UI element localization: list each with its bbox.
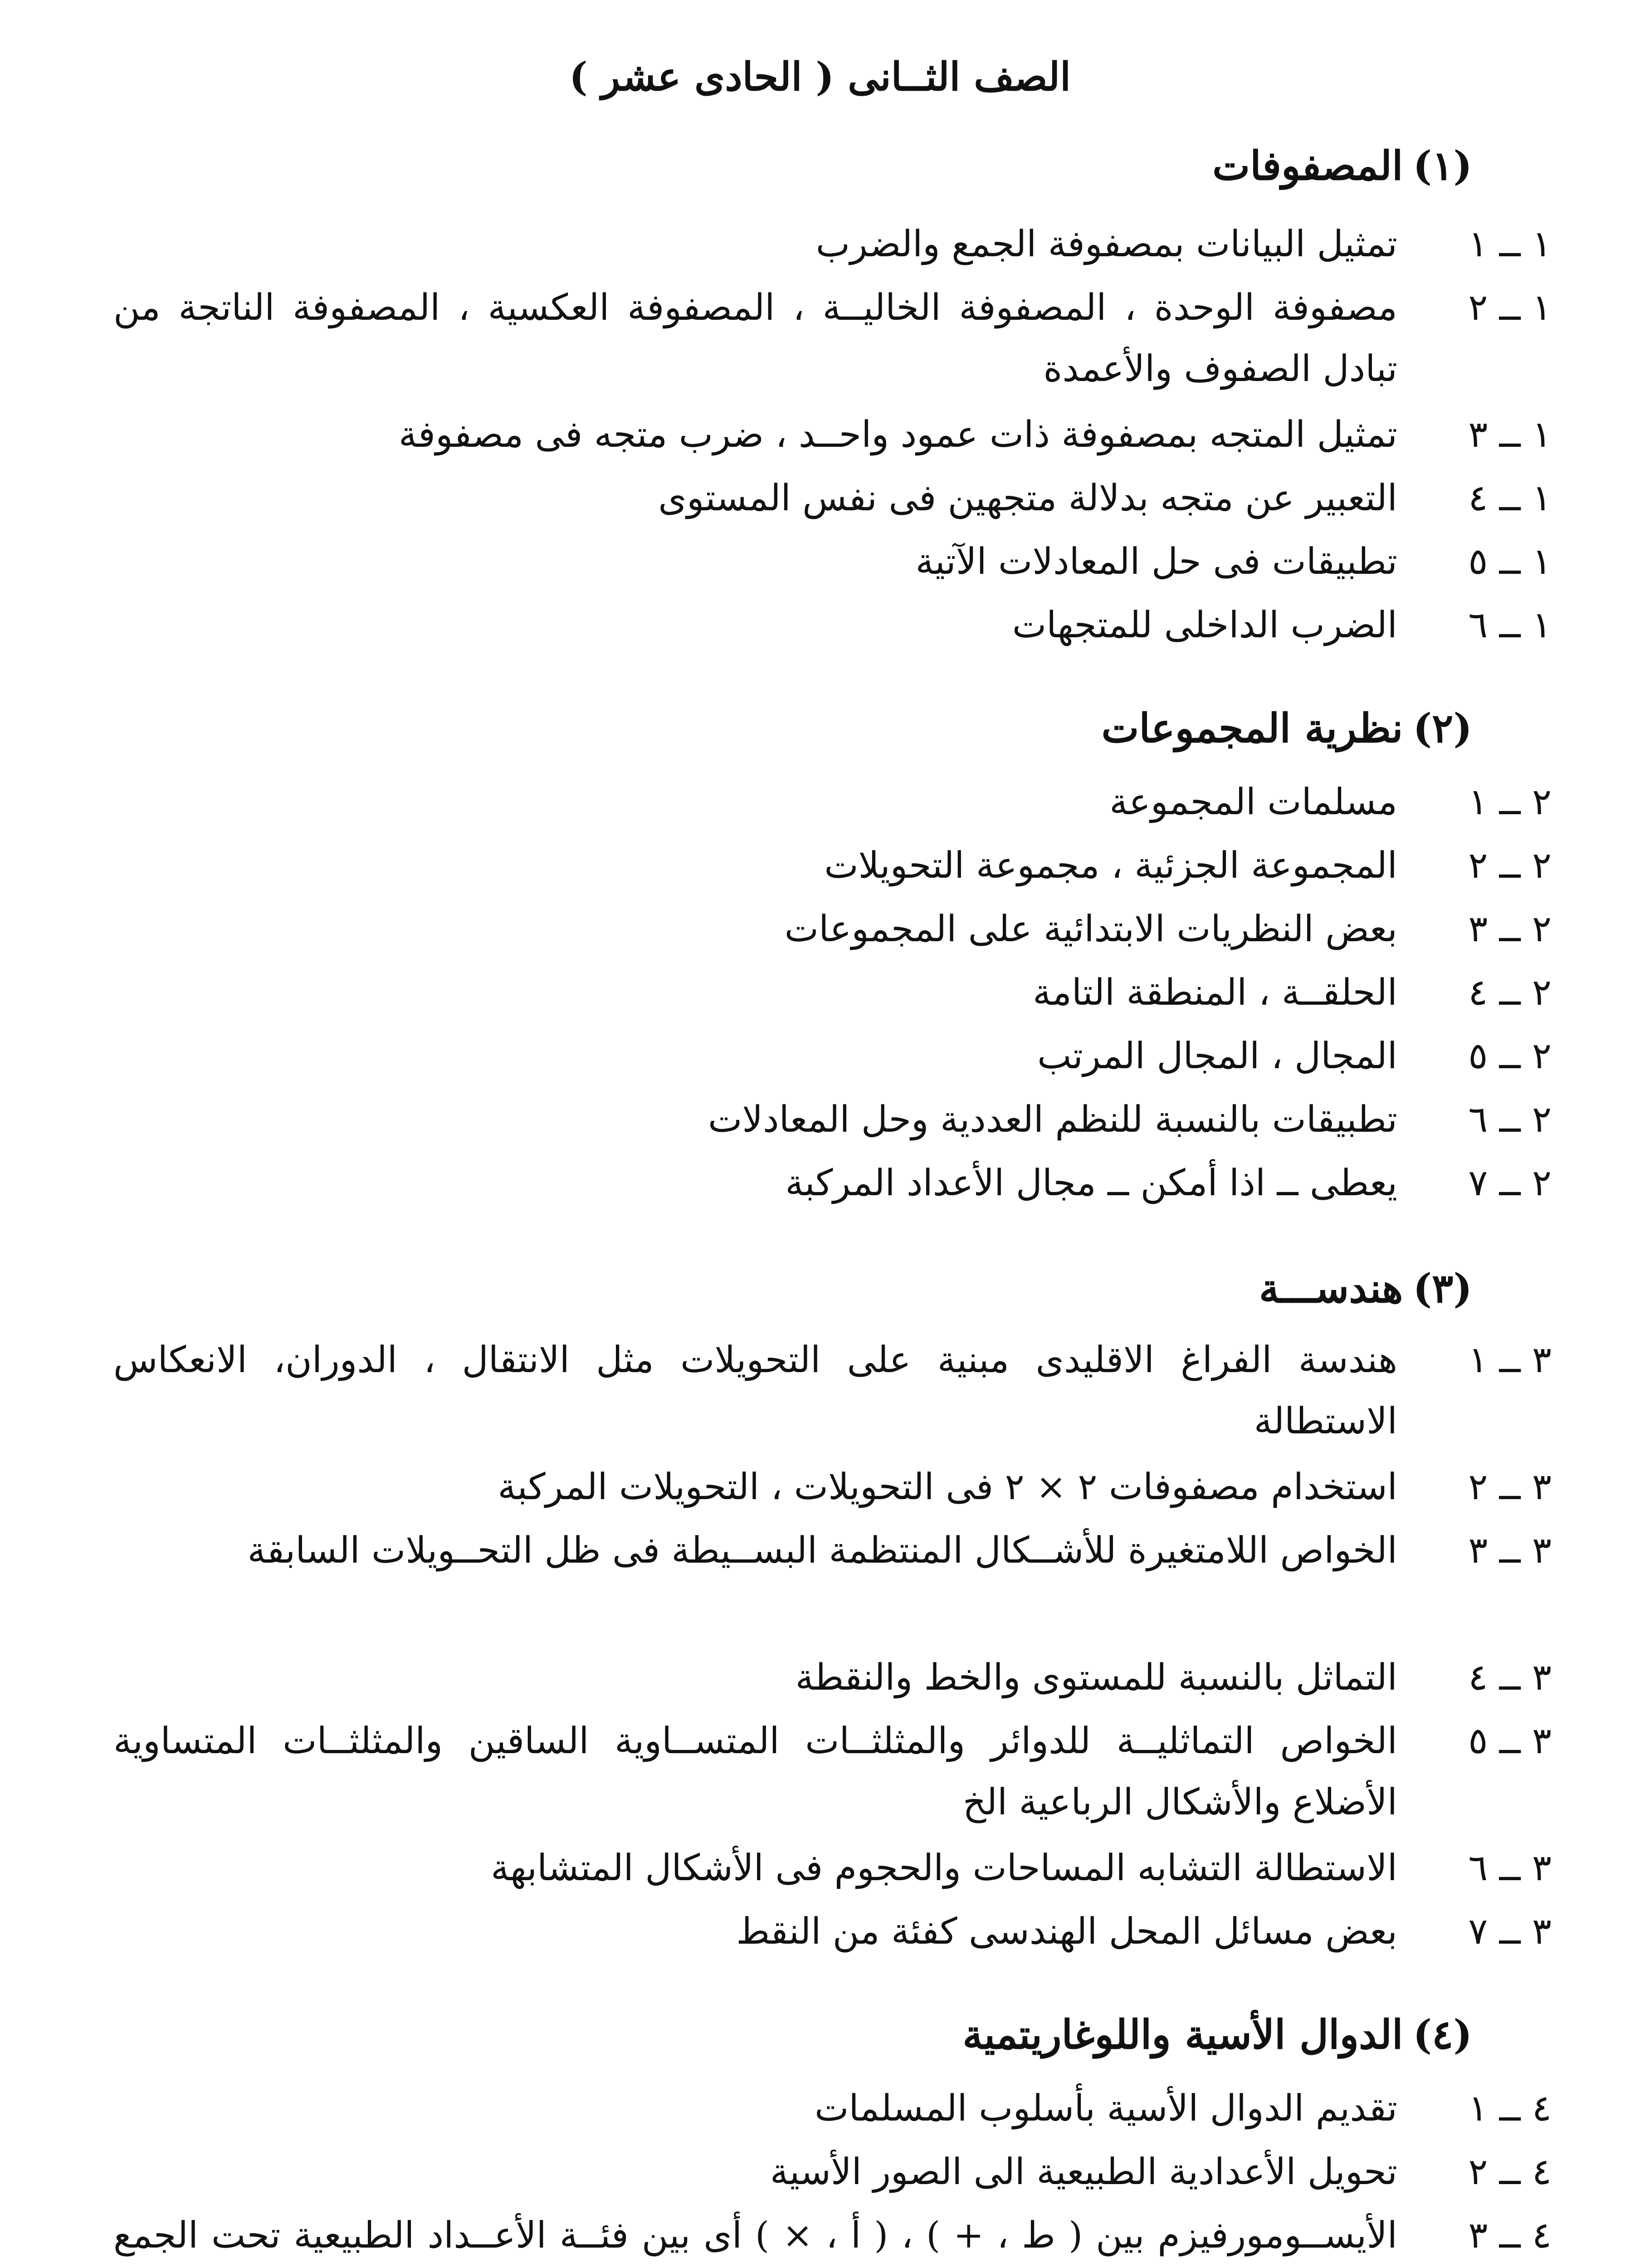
item-number: ٤ ــ ٢ bbox=[1468, 2151, 1552, 2193]
list-item bbox=[113, 2204, 1552, 2268]
page-title: الصف الثــانى ( الحادى عشر ) bbox=[569, 54, 1071, 100]
item-text: الضرب الداخلى للمتجهات bbox=[1012, 604, 1397, 646]
list-item bbox=[113, 1025, 1552, 1086]
item-text: تمثيل البيانات بمصفوفة الجمع والضرب bbox=[815, 223, 1397, 265]
list-item bbox=[113, 1152, 1552, 1213]
section-heading-exponential-functions bbox=[962, 2005, 1472, 2064]
item-number: ٣ ــ ٥ bbox=[1468, 1720, 1552, 1762]
list-item bbox=[113, 898, 1552, 959]
item-number: ١ ــ ١ bbox=[1468, 223, 1552, 265]
item-number: ٢ ــ ٦ bbox=[1468, 1098, 1552, 1140]
list-item bbox=[113, 213, 1552, 274]
item-number: ٢ ــ ٣ bbox=[1468, 908, 1552, 950]
list-item bbox=[113, 1089, 1552, 1150]
list-item bbox=[113, 1901, 1552, 1962]
list-item bbox=[113, 404, 1552, 465]
list-item bbox=[113, 1456, 1552, 1517]
item-text: الخواص اللامتغيرة للأشــكال المنتظمة البســيطة فى ظل التحــويلات السابقة bbox=[247, 1529, 1397, 1571]
item-text: الاستطالة التشابه المساحات والحجوم فى الأشكال المتشابهة bbox=[491, 1847, 1397, 1889]
section-title: نظرية المجموعات bbox=[1101, 704, 1403, 752]
item-number: ٣ ــ ١ bbox=[1468, 1339, 1552, 1381]
list-item bbox=[113, 1837, 1552, 1898]
item-number: ٤ ــ ١ bbox=[1468, 2087, 1552, 2129]
list-item bbox=[113, 771, 1552, 832]
section-number: (٣) bbox=[1413, 1265, 1472, 1312]
section-number: (٢) bbox=[1413, 704, 1472, 752]
list-item bbox=[113, 594, 1552, 655]
section-heading-matrices bbox=[1212, 136, 1472, 195]
list-item bbox=[113, 2077, 1552, 2139]
list-item bbox=[113, 1647, 1552, 1708]
section-heading-geometry bbox=[1259, 1259, 1472, 1318]
section-heading-group-theory bbox=[1101, 699, 1472, 758]
item-text: المجال ، المجال المرتب bbox=[1037, 1035, 1397, 1077]
item-number: ٣ ــ ٢ bbox=[1468, 1466, 1552, 1508]
list-item bbox=[113, 531, 1552, 592]
item-text: بعض مسائل المحل الهندسى كفئة من النقط bbox=[736, 1910, 1397, 1952]
list-item bbox=[113, 1520, 1552, 1581]
item-number: ٢ ــ ١ bbox=[1468, 781, 1552, 823]
list-item bbox=[113, 1329, 1552, 1452]
item-number: ١ ــ ٢ bbox=[1468, 286, 1552, 328]
section-title: هندســـة bbox=[1259, 1265, 1403, 1312]
item-text: تحويل الأعدادية الطبيعية الى الصور الأسية bbox=[770, 2151, 1397, 2193]
item-text: الخواص التماثليــة للدوائر والمثلثــات المتســاوية الساقين والمثلثــات المتساوية الأضلاع والأشكال الرباعية الخ bbox=[113, 1720, 1397, 1823]
item-text: بعض النظريات الابتدائية على المجموعات bbox=[784, 908, 1397, 950]
item-text: الأيســومورفيزم بين ( ط ، + ) ، ( أ ، × ) أى بين فئــة الأعــداد الطبيعية تحت الجمع bbox=[113, 2214, 1397, 2256]
item-text: هندسة الفراغ الاقليدى مبنية على التحويلات مثل الانتقال ، الدوران، الانعكاس الاستطالة bbox=[113, 1339, 1397, 1442]
item-number: ٣ ــ ٧ bbox=[1468, 1910, 1552, 1952]
item-text: استخدام مصفوفات ٢ × ٢ فى التحويلات ، التحويلات المركبة bbox=[498, 1466, 1397, 1508]
item-number: ٢ ــ ٢ bbox=[1468, 844, 1552, 886]
item-number: ٤ ــ ٣ bbox=[1468, 2214, 1552, 2256]
item-number: ٢ ــ ٤ bbox=[1468, 971, 1552, 1013]
item-number: ٣ ــ ٤ bbox=[1468, 1656, 1552, 1698]
item-text: المجموعة الجزئية ، مجموعة التحويلات bbox=[824, 844, 1397, 886]
item-text: التماثل بالنسبة للمستوى والخط والنقطة bbox=[795, 1656, 1397, 1698]
item-number: ١ ــ ٦ bbox=[1468, 604, 1552, 646]
item-text: تمثيل المتجه بمصفوفة ذات عمود واحــد ، ضرب متجه فى مصفوفة bbox=[398, 413, 1397, 455]
list-item bbox=[113, 467, 1552, 528]
item-text: تقديم الدوال الأسية بأسلوب المسلمات bbox=[815, 2087, 1397, 2129]
item-text: تطبيقات فى حل المعادلات الآتية bbox=[915, 540, 1397, 582]
item-text: مصفوفة الوحدة ، المصفوفة الخاليــة ، المصفوفة العكسية ، المصفوفة الناتجة من تبادل الصفوف والأعمدة bbox=[113, 286, 1397, 390]
item-text: يعطى ــ اذا أمكن ــ مجال الأعداد المركبة bbox=[785, 1162, 1397, 1204]
section-title: الدوال الأسية واللوغاريتمية bbox=[962, 2011, 1403, 2058]
section-number: (١) bbox=[1413, 142, 1472, 189]
item-number: ٣ ــ ٦ bbox=[1468, 1847, 1552, 1889]
section-number: (٤) bbox=[1413, 2011, 1472, 2058]
item-text: مسلمات المجموعة bbox=[1109, 781, 1397, 823]
item-number: ١ ــ ٣ bbox=[1468, 413, 1552, 455]
item-number: ٣ ــ ٣ bbox=[1468, 1529, 1552, 1571]
list-item bbox=[113, 835, 1552, 896]
item-number: ١ ــ ٤ bbox=[1468, 477, 1552, 519]
section-title: المصفوفات bbox=[1212, 142, 1403, 189]
item-number: ٢ ــ ٧ bbox=[1468, 1162, 1552, 1204]
item-number: ٢ ــ ٥ bbox=[1468, 1035, 1552, 1077]
list-item bbox=[113, 962, 1552, 1023]
list-item bbox=[113, 1710, 1552, 1833]
list-item bbox=[113, 277, 1552, 399]
item-text: التعبير عن متجه بدلالة متجهين فى نفس المستوى bbox=[658, 477, 1397, 519]
item-text: الحلقــة ، المنطقة التامة bbox=[1033, 971, 1397, 1013]
item-number: ١ ــ ٥ bbox=[1468, 540, 1552, 582]
item-text: تطبيقات بالنسبة للنظم العددية وحل المعادلات bbox=[708, 1098, 1397, 1140]
list-item bbox=[113, 2141, 1552, 2202]
